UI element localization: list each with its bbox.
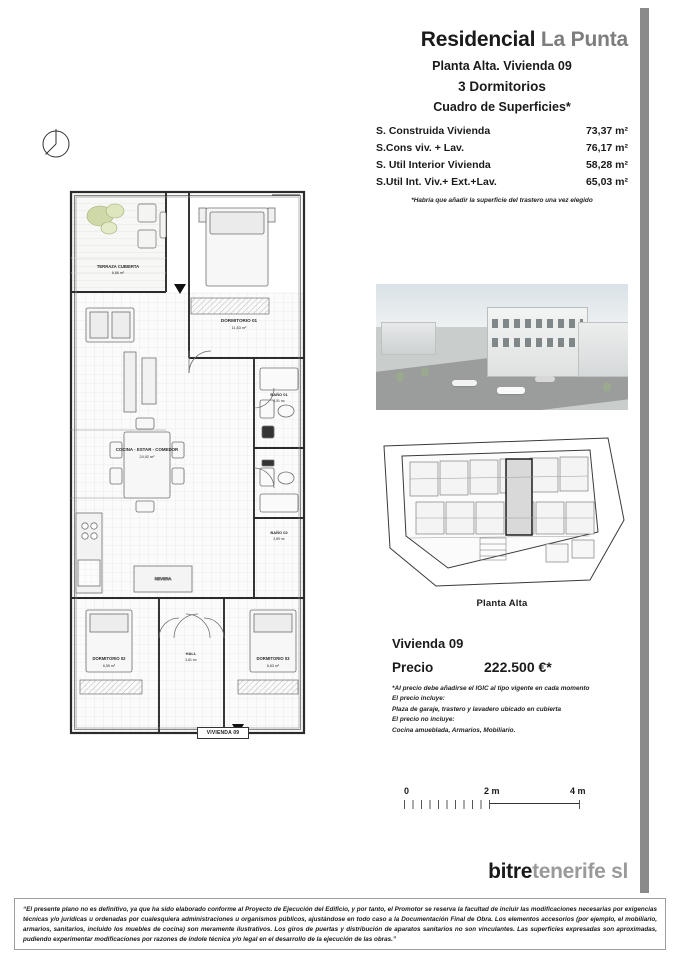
price-note: El precio no incluye: (392, 716, 455, 724)
key-plan (376, 428, 628, 609)
svg-text:BAÑO 01: BAÑO 01 (270, 392, 288, 397)
scale-hatch (404, 800, 489, 809)
surfaces-table (376, 122, 628, 190)
main-building (487, 307, 588, 378)
surface-label: S. Construida Vivienda (376, 124, 491, 137)
company-logo (376, 860, 628, 884)
svg-text:24,92 m²: 24,92 m² (139, 455, 155, 459)
scale-tick (579, 800, 580, 809)
car (535, 376, 555, 382)
price-label: Precio (392, 660, 434, 675)
svg-text:6,86 m²: 6,86 m² (111, 271, 125, 275)
price-note: Cocina amueblada, Armarios, Mobiliario. (392, 726, 516, 734)
scale-labels (404, 786, 604, 798)
table-row (376, 139, 628, 156)
legal-disclaimer: “El presente plano no es definitivo, ya que ha sido elaborado conforme al Proyecto de Ejecución del Edificio, y por tanto, el Promotor se reserva la facultad de incluir las modificaciones necesarias por exigencias técnicas y/o jurídicas u ordenadas por cualesquiera administraciones u organismos públicos, ajustándose en todo caso a la Documentación Final de Obra. Los elementos accesorios (por ejemplo, el mobiliario, armarios, sanitarios, incluido los muebles de cocina) son meramente ilustrativos. Los giros de puertas y distribución de aparatos sanitarios no son vinculantes. Las superficies expresadas son aproximadas, pudiendo experimentar modificaciones por razones de índole técnica y/o legal en el desarrollo de la ejecución de las obras.” (14, 898, 666, 950)
page-title (376, 28, 628, 51)
surfaces-heading: Cuadro de Superficies* (433, 100, 571, 115)
surfaces-footnote: *Habría que añadir la superficie del trastero una vez elegido (411, 197, 593, 205)
surface-value: 65,03 m² (585, 175, 628, 188)
svg-text:BAÑO 02: BAÑO 02 (270, 530, 288, 535)
surface-value: 76,17 m² (585, 141, 628, 154)
scale-segment (489, 803, 579, 804)
neighbour-building-right (578, 322, 628, 377)
unit-name: Vivienda 09 (392, 636, 464, 651)
table-row (376, 173, 628, 190)
brand-name-first: Residencial (420, 28, 536, 51)
svg-text:3,89 m²: 3,89 m² (273, 537, 285, 541)
surface-value: 73,37 m² (585, 124, 628, 137)
svg-text:3,81 m²: 3,81 m² (185, 658, 197, 662)
scale-tick (489, 800, 490, 809)
brand-name-second: La Punta (540, 28, 628, 51)
price-notes (392, 684, 628, 736)
table-row (376, 156, 628, 173)
unit-badge: VIVIENDA 09 (197, 727, 249, 739)
svg-text:HALL: HALL (185, 651, 197, 656)
logo-text-dark: bitre (488, 860, 533, 883)
svg-text:DORMITORIO 01: DORMITORIO 01 (220, 318, 258, 323)
plan-level-unit: Planta Alta. Vivienda 09 (432, 59, 572, 74)
svg-text:TERRAZA CUBIERTA: TERRAZA CUBIERTA (96, 264, 140, 269)
key-plan-caption: Planta Alta (476, 598, 528, 609)
scale-tick (404, 800, 405, 809)
surface-label: S.Cons viv. + Lav. (376, 141, 465, 154)
surface-value: 58,28 m² (585, 158, 628, 171)
scale-tick-label: 0 (404, 786, 410, 796)
car (452, 380, 477, 386)
vertical-divider (640, 8, 649, 893)
svg-text:COCINA - ESTAR - COMEDOR: COCINA - ESTAR - COMEDOR (115, 447, 179, 452)
svg-text:NEVERA: NEVERA (154, 576, 172, 581)
table-row (376, 122, 628, 139)
logo-text-grey: tenerife sl (532, 860, 628, 883)
svg-text:DORMITORIO 02: DORMITORIO 02 (92, 656, 126, 661)
price-note: *Al precio debe añadirse el IGIC al tipo vigente en cada momento (392, 685, 590, 692)
building-render-photo (376, 284, 628, 410)
compass-icon (36, 124, 76, 164)
scale-bar (404, 786, 604, 811)
info-column (376, 28, 628, 204)
svg-text:11,63 m²: 11,63 m² (231, 326, 247, 330)
bedroom-count: 3 Dormitorios (458, 79, 546, 95)
svg-text:3,91 m²: 3,91 m² (273, 399, 285, 403)
floor-plan (14, 168, 364, 768)
price-value: 222.500 €* (484, 659, 552, 675)
svg-text:6,63 m²: 6,63 m² (266, 664, 280, 668)
scale-graphic (404, 800, 604, 811)
tree (603, 382, 611, 392)
neighbour-building-left (381, 322, 436, 355)
surface-label: S. Util Interior Vivienda (376, 158, 491, 171)
scale-tick-label: 4 m (570, 786, 586, 796)
price-block (392, 636, 628, 736)
surface-label: S.Util Int. Viv.+ Ext.+Lav. (376, 175, 497, 188)
svg-text:6,55 m²: 6,55 m² (102, 664, 116, 668)
svg-text:DORMITORIO 03: DORMITORIO 03 (256, 656, 290, 661)
car (497, 387, 525, 394)
price-note: Plaza de garaje, trastero y lavadero ubicado en cubierta (392, 705, 562, 713)
price-note: El precio incluye: (392, 695, 445, 703)
scale-tick-label: 2 m (484, 786, 500, 796)
price-row (392, 659, 628, 675)
